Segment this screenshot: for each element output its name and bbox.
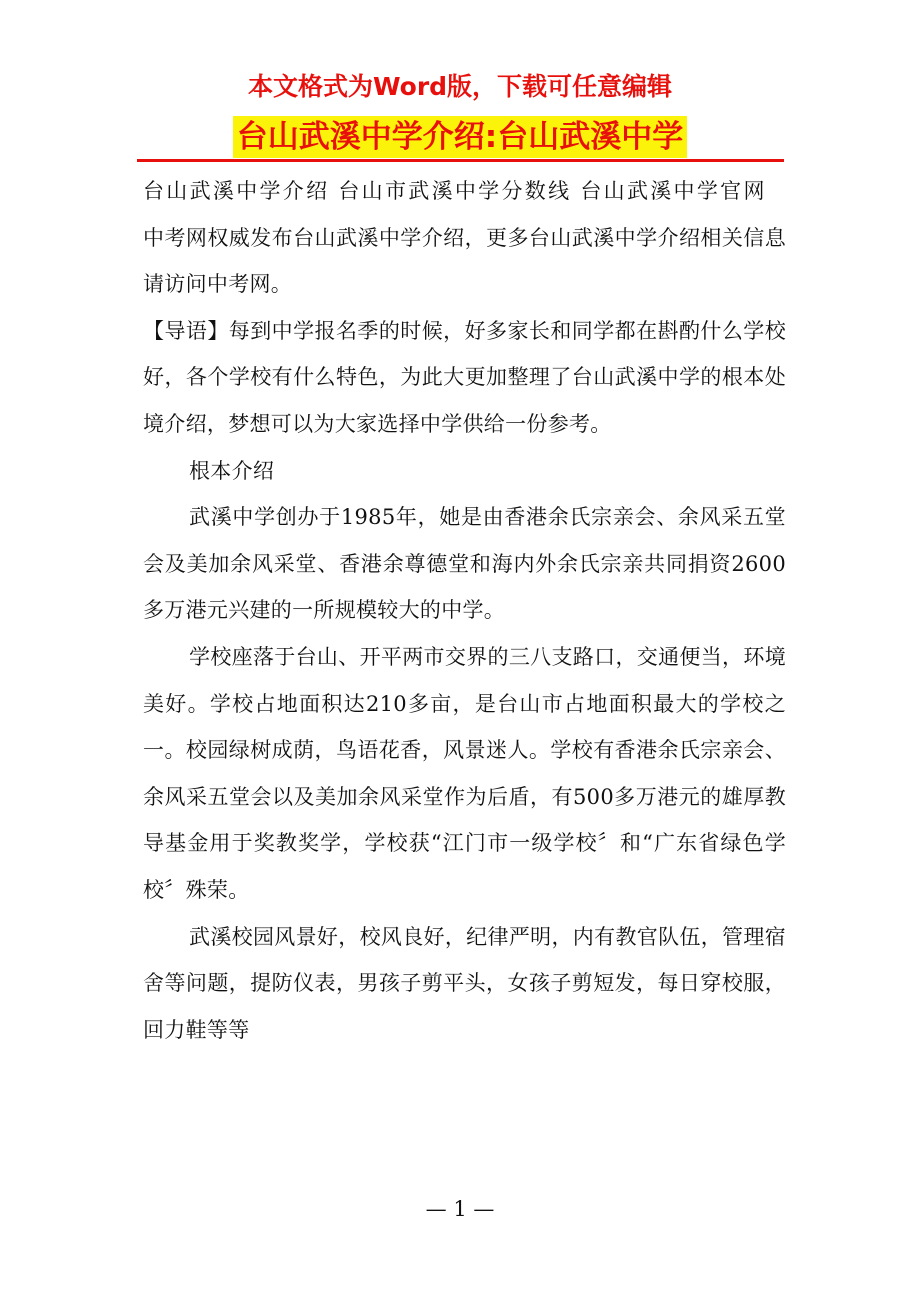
title-divider <box>137 159 784 162</box>
intro-paragraph: 中考网权威发布台山武溪中学介绍，更多台山武溪中学介绍相关信息请访问中考网。 <box>143 225 786 297</box>
document-body <box>143 168 786 1053</box>
location-paragraph: 学校座落于台山、开平两市交界的三八支路口，交通便当，环境美好。学校占地面积达210多亩，是台山市占地面积最大的学校之一。校园绿树成荫，鸟语花香，风景迷人。学校有香港余氏宗亲会、余风采五堂会以及美加余风采堂作为后盾，有500多万港元的雄厚教导基金用于奖教奖学，学校获“江门市一级学校〞和“广东省绿色学校〞殊荣。 <box>143 644 786 902</box>
document-title: 台山武溪中学介绍:台山武溪中学 <box>233 116 687 158</box>
title-container <box>0 116 920 158</box>
discipline-paragraph: 武溪校园风景好，校风良好，纪律严明，内有教官队伍，管理宿舍等问题，提防仪表，男孩子剪平头，女孩子剪短发，每日穿校服，回力鞋等等 <box>143 924 786 1042</box>
page-number: — 1 — <box>425 1197 495 1221</box>
lead-paragraph: 【导语】每到中学报名季的时候，好多家长和同学都在斟酌什么学校好，各个学校有什么特色，为此大更加整理了台山武溪中学的根本处境介绍，梦想可以为大家选择中学供给一份参考。 <box>143 318 786 436</box>
history-paragraph: 武溪中学创办于1985年，她是由香港余氏宗亲会、余风采五堂会及美加余风采堂、香港余尊德堂和海内外余氏宗亲共同捐资2600多万港元兴建的一所规模较大的中学。 <box>143 505 786 623</box>
keywords-paragraph: 台山武溪中学介绍 台山市武溪中学分数线 台山武溪中学官网 <box>143 179 767 203</box>
section-heading: 根本介绍 <box>189 458 275 483</box>
format-notice-banner: 本文格式为Word版，下载可任意编辑 <box>247 72 673 101</box>
